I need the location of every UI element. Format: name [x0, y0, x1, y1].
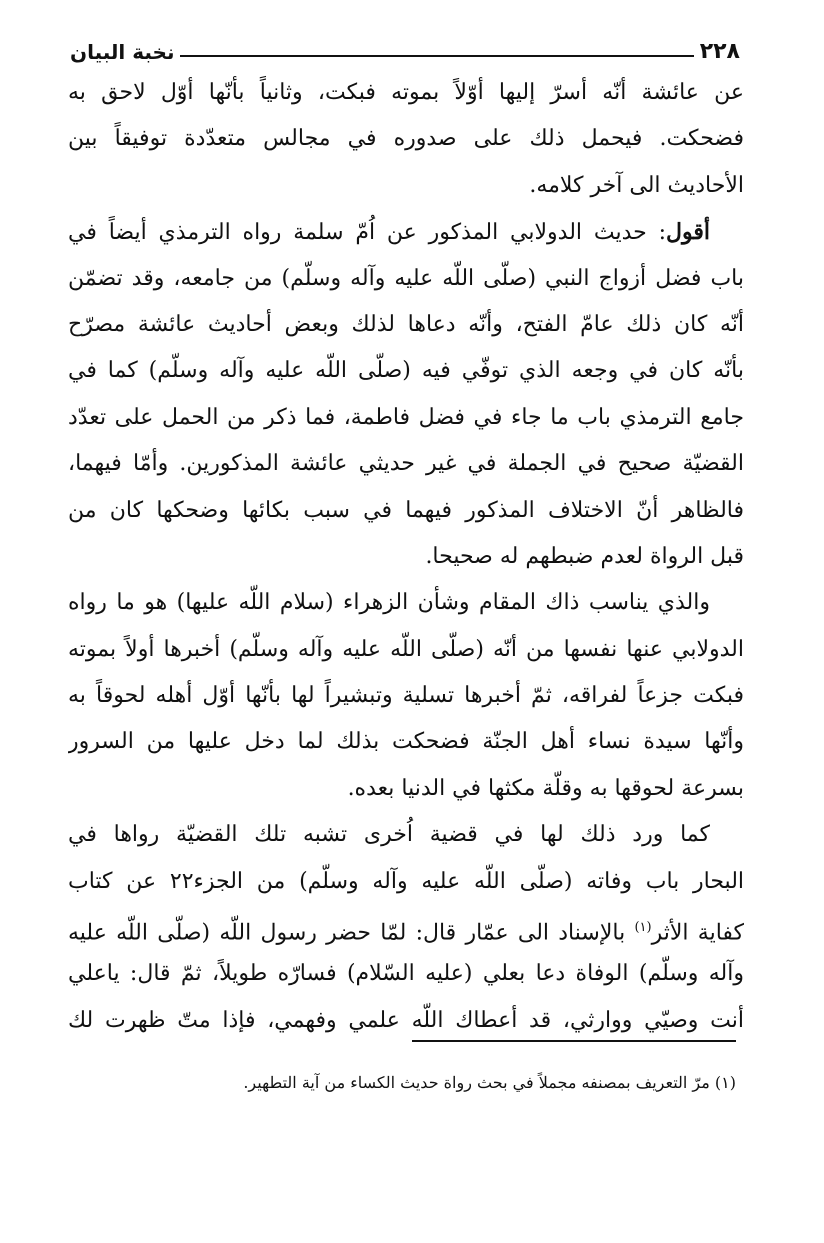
text-line: بسرعة لحوقها به وقلّة مكثها في الدنيا بعده. — [347, 775, 744, 801]
page-number: ٢٢٨ — [699, 39, 740, 64]
footnote-ref[interactable]: (١) — [634, 920, 652, 936]
main-text — [68, 70, 744, 1044]
text-line: باب فضل أزواج النبي (صلّى اللّه عليه وآله وسلّم) من جامعه، وقد تضمّن — [68, 265, 744, 291]
text-line: وآله وسلّم) الوفاة دعا بعلي (عليه السّلام) فسارّه طويلاً، ثمّ قال: ياعلي — [68, 961, 744, 987]
text-line: والذي يناسب ذاك المقام وشأن الزهراء (سلام اللّه عليها) هو ما رواه — [68, 590, 710, 616]
running-header — [70, 26, 740, 66]
header-rule — [180, 55, 693, 57]
text-line: جامع الترمذي باب ما جاء في فضل فاطمة، فما ذكر من الحمل على تعدّد — [68, 404, 744, 430]
text-line: أنت وصيّي ووارثي، قد أعطاك اللّه علمي وفهمي، فإذا متّ ظهرت لك — [68, 1007, 744, 1033]
text-line: الدولابي عنها نفسها من أنّه (صلّى اللّه عليه وآله وسلّم) أخبرها أولاً بموته — [68, 636, 744, 662]
text-line: فضحكت. فيحمل ذلك على صدوره في مجالس متعدّدة توفيقاً بين — [68, 126, 744, 152]
footnote-separator — [412, 1040, 736, 1042]
text-line: الأحاديث الى آخر كلامه. — [529, 172, 744, 198]
text-line: بأنّه كان في وجعه الذي توفّي فيه (صلّى اللّه عليه وآله وسلّم) كما في — [68, 358, 744, 384]
text-line: كما ورد ذلك لها في قضية اُخرى تشبه تلك القضيّة رواها في — [68, 822, 710, 848]
footnote: (١) مرّ التعريف بمصنفه مجملاً في بحث رواة حديث الكساء من آية التطهير. — [243, 1073, 736, 1092]
line-text: كفاية الأثر — [651, 920, 744, 946]
text-line: وأنّها سيدة نساء أهل الجنّة فضحكت بذلك لما دخل عليها من السرور — [68, 729, 744, 755]
text-line — [68, 905, 744, 951]
text-line: البحار باب وفاته (صلّى اللّه عليه وآله وسلّم) من الجزء٢٢ عن كتاب — [68, 868, 744, 894]
lead-colon: : — [658, 220, 667, 246]
text-line: أنّه كان ذلك عامّ الفتح، وأنّه دعاها لذلك وبعض أحاديث عائشة مصرّح — [68, 311, 744, 337]
text-line: قبل الرواة لعدم ضبطهم له صحيحا. — [425, 543, 744, 569]
line-text: حديث الدولابي المذكور عن اُمّ سلمة رواه الترمذي أيضاً في — [68, 220, 647, 246]
text-line: فالظاهر أنّ الاختلاف المذكور فيهما في سبب بكائها وضحكها كان من — [68, 497, 744, 523]
text-line — [68, 209, 744, 255]
book-title: نخبة البيان — [70, 40, 175, 64]
line-text: بالإسناد الى عمّار قال: لمّا حضر رسول اللّه (صلّى اللّه عليه — [68, 920, 635, 946]
text-line: عن عائشة أنّه أسرّ إليها أوّلاً بموته فبكت، وثانياً بأنّها أوّل لاحق به — [68, 80, 744, 105]
text-line: القضيّة صحيح في الجملة في غير حديثي عائشة المذكورين. وأمّا فيهما، — [68, 451, 744, 477]
text-line: فبكت جزعاً لفراقه، ثمّ أخبرها تسلية وتبشيراً لها بأنّها أوّل أهله لحوقاً به — [68, 683, 744, 709]
lead-word: أقول — [666, 219, 710, 246]
